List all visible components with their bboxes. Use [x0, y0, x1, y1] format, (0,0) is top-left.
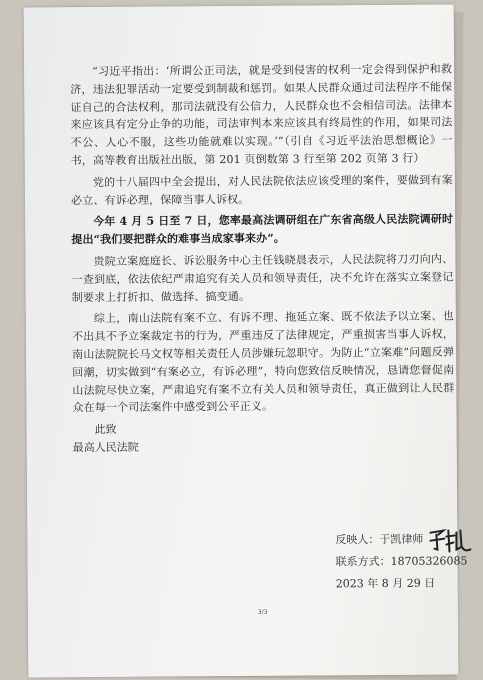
reporter-name: 反映人：于凯律师 — [335, 532, 424, 547]
paragraph-research-visit: 今年 4 月 5 日至 7 日，您率最高法调研组在广东省高级人民法院调研时提出“我们要把群众的难事当成家事来办”。 — [71, 212, 454, 247]
page-number: 3/3 — [257, 608, 268, 616]
paragraph-statement: 贵院立案庭庭长、诉讼服务中心主任钱晓晨表示，人民法院将刀刃向内、一查到底，依法依纪严肃追究有关人员和领导责任，决不允许在落实立案登记制要求上打折扣、做选择、搞变通。 — [71, 252, 454, 304]
document-page — [24, 5, 468, 678]
closing-recipient: 最高人民法院 — [72, 440, 139, 455]
handwritten-signature-icon — [427, 525, 473, 555]
contact-phone: 联系方式：18705326085 — [335, 554, 468, 569]
quote-paragraph: “习近平指出：‘所谓公正司法，就是受到侵害的权利一定会得到保护和救济，违法犯罪活动一定要受到制裁和惩罚。如果人民群众通过司法程序不能保证自己的合法权利，那司法就没有公信力，人民群众也不会相信司法。法律本来应该具有定分止争的功能，司法审判本来应该具有终局性的作用，如果司法不公、人心不服，这些功能就难以实现。’”（引自《习近平法治思想概论》一书，高等教育出版社出版，第 201 页倒数第 3 行至第 202 页第 3 行） — [70, 62, 453, 168]
paragraph-plenum: 党的十八届四中全会提出，对人民法院依法应该受理的案件，要做到有案必立、有诉必理，保障当事人诉权。 — [70, 173, 453, 207]
letter-date: 2023 年 8 月 29 日 — [335, 576, 436, 591]
paragraph-conclusion: 综上，南山法院有案不立、有诉不理、拖延立案、既不依法予以立案、也不出具不予立案裁定书的行为，严重违反了法律规定，严重损害当事人诉权，南山法院院长马文权等相关责任人员涉嫌玩忽职守。为防止“立案难”问题反弹回潮，切实做到“有案必立，有诉必理”，特向您致信反映情况，恳请您督促南山法院尽快立案，严肃追究有案不立有关人员和领导责任，真正做到让人民群众在每一个司法案件中感受到公平正义。 — [71, 309, 455, 415]
closing-salutation: 此致 — [94, 423, 117, 437]
letter-body — [70, 61, 455, 457]
